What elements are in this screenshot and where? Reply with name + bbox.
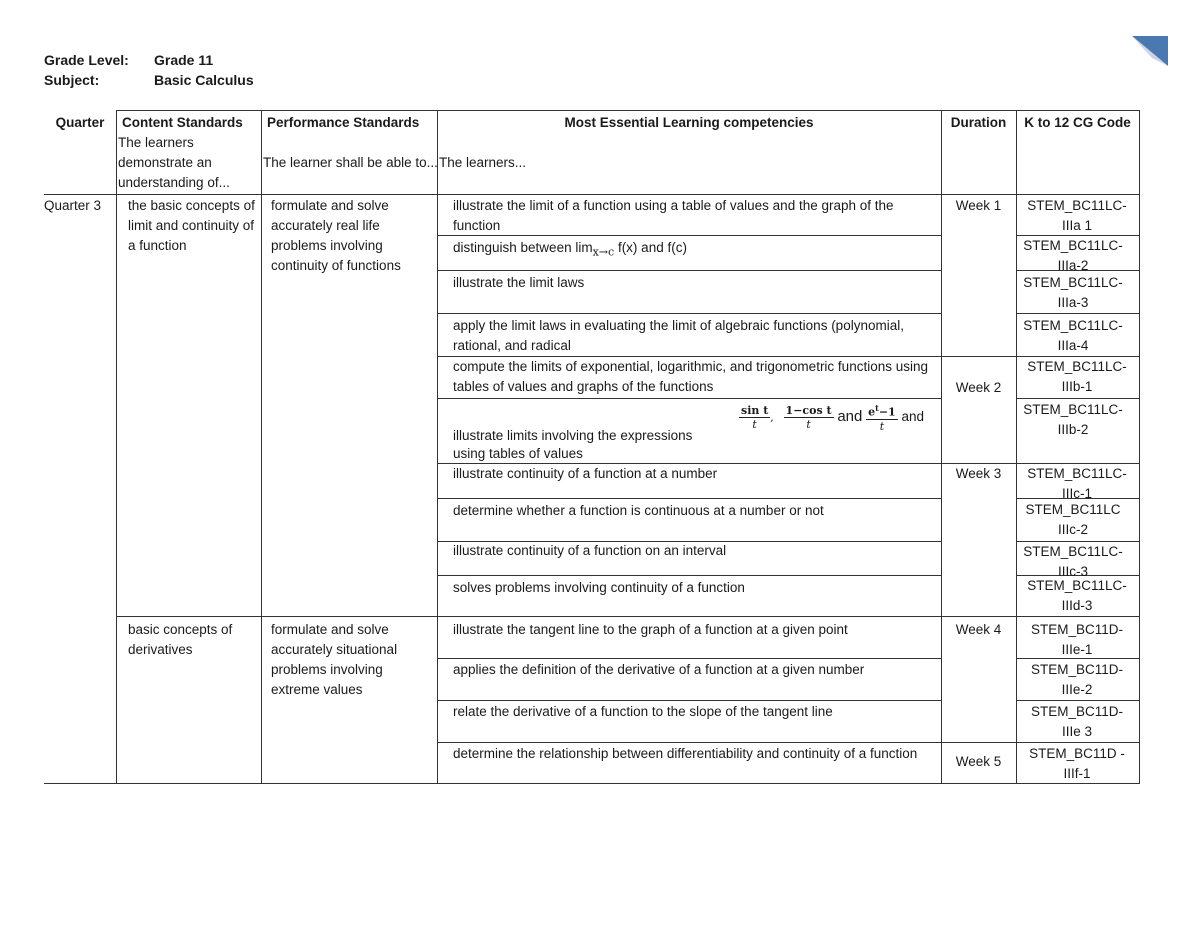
cg-code-6: STEM_BC11LC-IIIb-2 <box>1023 402 1123 437</box>
cg-code-7: STEM_BC11LC-IIIc-1 <box>1027 466 1127 501</box>
competency-13: relate the derivative of a function to the slope of the tangent line <box>453 704 833 719</box>
content-standard-2: basic concepts of derivatives <box>128 622 233 657</box>
competency-11: illustrate the tangent line to the graph of a function at a given point <box>453 622 848 637</box>
header-quarter: Quarter <box>55 115 105 130</box>
cg-code-12: STEM_BC11D-IIIe-2 <box>1030 662 1124 697</box>
week-2: Week 2 <box>955 380 1002 395</box>
subheader-melc: The learners... <box>439 153 639 173</box>
competency-1: illustrate the limit of a function using a table of values and the graph of the function <box>453 198 894 233</box>
competency-2: distinguish between $\lim_{x\to c} f(x)$ and f(c) <box>453 240 687 259</box>
competency-8: determine whether a function is continuous at a number or not <box>453 503 824 518</box>
cg-code-11: STEM_BC11D-IIIe-1 <box>1030 622 1124 657</box>
competency-14: determine the relationship between differentiability and continuity of a function <box>453 746 918 761</box>
quarter-label: Quarter 3 <box>44 198 102 213</box>
cg-code-1: STEM_BC11LC-IIIa 1 <box>1027 198 1127 233</box>
performance-standard-2: formulate and solve accurately situational problems involving extreme values <box>271 622 398 697</box>
week-3: Week 3 <box>955 466 1002 481</box>
cg-code-14: STEM_BC11D -IIIf-1 <box>1029 746 1125 781</box>
competency-6: illustrate limits involving the expressions $\frac{\text{sin t}}{t}$ , $\frac{\text{1−cos t}}{t}$ and $\frac{e^t-1}{t}$ and using tables of values <box>453 403 924 461</box>
performance-standard-1: formulate and solve accurately real life problems involving continuity of functions <box>271 198 401 273</box>
week-1: Week 1 <box>955 198 1002 213</box>
cg-code-3: STEM_BC11LC-IIIa-3 <box>1023 275 1123 310</box>
cg-code-13: STEM_BC11D-IIIe 3 <box>1030 704 1124 739</box>
cg-code-9: STEM_BC11LC-IIIc-3 <box>1023 544 1123 579</box>
header-melc: Most Essential Learning competencies <box>564 115 814 130</box>
competency-9: illustrate continuity of a function on an interval <box>453 543 727 558</box>
cg-code-4: STEM_BC11LC-IIIa-4 <box>1023 318 1123 353</box>
content-standard-1: the basic concepts of limit and continuity of a function <box>128 198 255 253</box>
competency-12: applies the definition of the derivative of a function at a given number <box>453 662 865 677</box>
competency-5: compute the limits of exponential, logarithmic, and trigonometric functions using tables of values and graphs of the functions <box>453 359 928 394</box>
grade-level-label: Grade Level: <box>44 52 129 68</box>
competency-10: solves problems involving continuity of a function <box>453 580 745 595</box>
page-corner-fold-icon <box>1132 36 1168 66</box>
document-header <box>44 50 254 90</box>
header-cg-code: K to 12 CG Code <box>1024 115 1131 130</box>
header-performance-standards: Performance Standards <box>267 115 420 130</box>
competency-7: illustrate continuity of a function at a number <box>453 466 718 481</box>
subject-value: Basic Calculus <box>154 72 254 88</box>
subheader-performance: The learner shall be able to... <box>263 155 438 170</box>
grade-level-value: Grade 11 <box>154 52 214 68</box>
cg-code-8: STEM_BC11LC IIIc-2 <box>1025 502 1121 537</box>
week-4: Week 4 <box>955 622 1002 637</box>
cg-code-5: STEM_BC11LC-IIIb-1 <box>1027 359 1127 394</box>
cg-code-10: STEM_BC11LC-IIId-3 <box>1027 578 1127 613</box>
subheader-content: The learners demonstrate an understanding of... <box>118 135 230 190</box>
week-5: Week 5 <box>955 754 1002 769</box>
competency-3: illustrate the limit laws <box>453 275 585 290</box>
header-duration: Duration <box>950 115 1007 130</box>
curriculum-table <box>44 110 1140 784</box>
limit-expressions: $\frac{\text{sin t}}{t}$ , $\frac{\text{1−cos t}}{t}$ and $\frac{e^t-1}{t}$ and <box>741 403 924 433</box>
competency-4: apply the limit laws in evaluating the limit of algebraic functions (polynomial, rational, and radical <box>453 318 904 353</box>
header-content-standards: Content Standards <box>122 115 243 130</box>
subject-label: Subject: <box>44 72 100 88</box>
cg-code-2: STEM_BC11LC-IIIa-2 <box>1023 238 1123 273</box>
